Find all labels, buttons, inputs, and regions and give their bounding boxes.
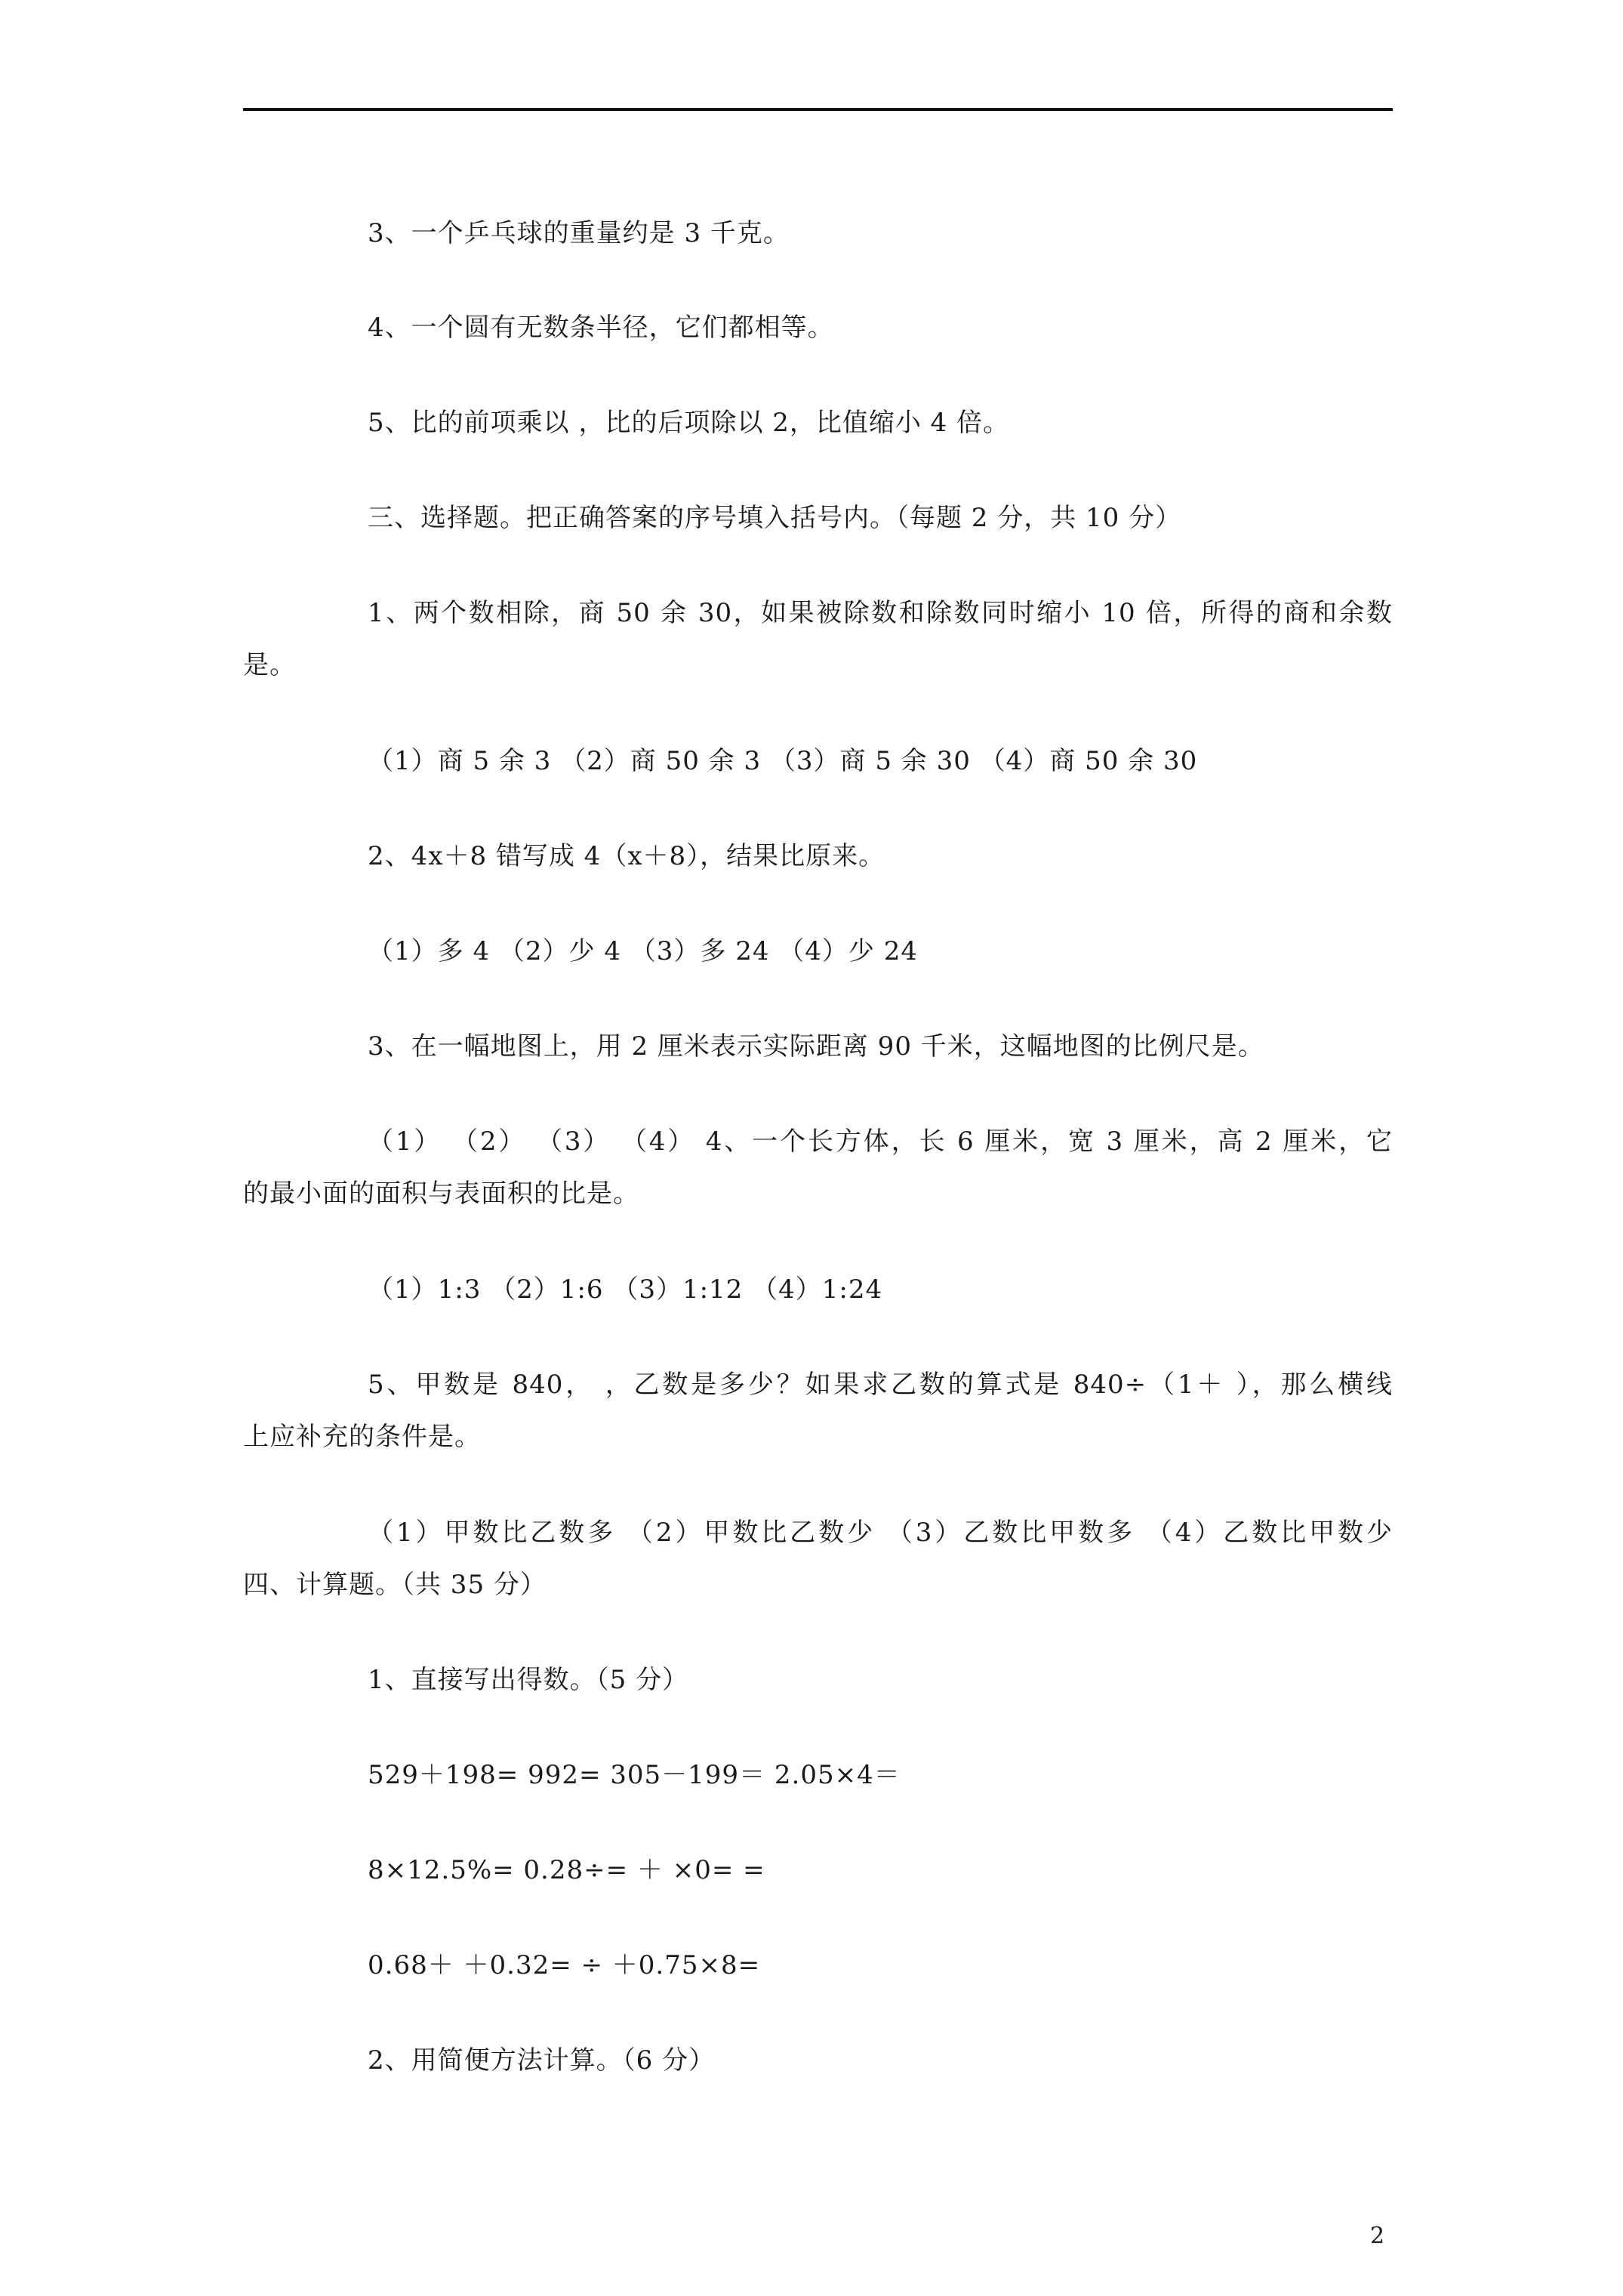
calculation-part-1-heading: 1、直接写出得数。（5 分） [368,1665,689,1695]
page-number: 2 [1370,2223,1385,2249]
choice-question-1: 1、两个数相除，商 50 余 30，如果被除数和除数同时缩小 10 倍，所得的商和余数 [368,598,1393,628]
choice-question-5-continued: 上应补充的条件是。 [243,1422,481,1452]
choice-question-3-options-and-question-4: （1） （2） （3） （4） 4、一个长方体，长 6 厘米，宽 3 厘米，高 2 厘米，它 [368,1126,1393,1157]
judgement-item-5: 5、比的前项乘以 ，比的后项除以 2，比值缩小 4 倍。 [368,408,1010,438]
choice-question-1-options: （1）商 5 余 3 （2）商 50 余 3 （3）商 5 余 30 （4）商 50 余 30 [368,746,1198,776]
choice-question-1-continued: 是。 [243,650,296,680]
section-heading-choice: 三、选择题。把正确答案的序号填入括号内。（每题 2 分，共 10 分） [368,503,1182,533]
choice-question-5-options: （1）甲数比乙数多 （2）甲数比乙数少 （3）乙数比甲数多 （4）乙数比甲数少 [368,1518,1393,1548]
header-rule [243,108,1393,111]
judgement-item-4: 4、一个圆有无数条半径，它们都相等。 [368,313,834,343]
choice-question-4-options: （1）1:3 （2）1:6 （3）1:12 （4）1:24 [368,1274,883,1305]
section-heading-calculation: 四、计算题。（共 35 分） [243,1570,547,1600]
judgement-item-3: 3、一个乒乓球的重量约是 3 千克。 [368,218,790,248]
choice-question-5: 5、甲数是 840， ，乙数是多少？如果求乙数的算式是 840÷（1＋ ），那么横线 [368,1370,1393,1400]
calculation-row-3: 0.68＋ ＋0.32= ÷ ＋0.75×8= [368,1950,761,1980]
choice-question-3: 3、在一幅地图上，用 2 厘米表示实际距离 90 千米，这幅地图的比例尺是。 [368,1031,1264,1062]
calculation-row-2: 8×12.5%= 0.28÷= ＋ ×0= = [368,1855,765,1885]
choice-question-2-options: （1）多 4 （2）少 4 （3）多 24 （4）少 24 [368,936,918,966]
choice-question-4-continued: 的最小面的面积与表面积的比是。 [243,1179,639,1209]
choice-question-2: 2、4x＋8 错写成 4（x＋8），结果比原来。 [368,841,885,871]
calculation-row-1: 529＋198= 992= 305－199＝ 2.05×4＝ [368,1760,901,1790]
calculation-part-2-heading: 2、用简便方法计算。（6 分） [368,2045,716,2076]
